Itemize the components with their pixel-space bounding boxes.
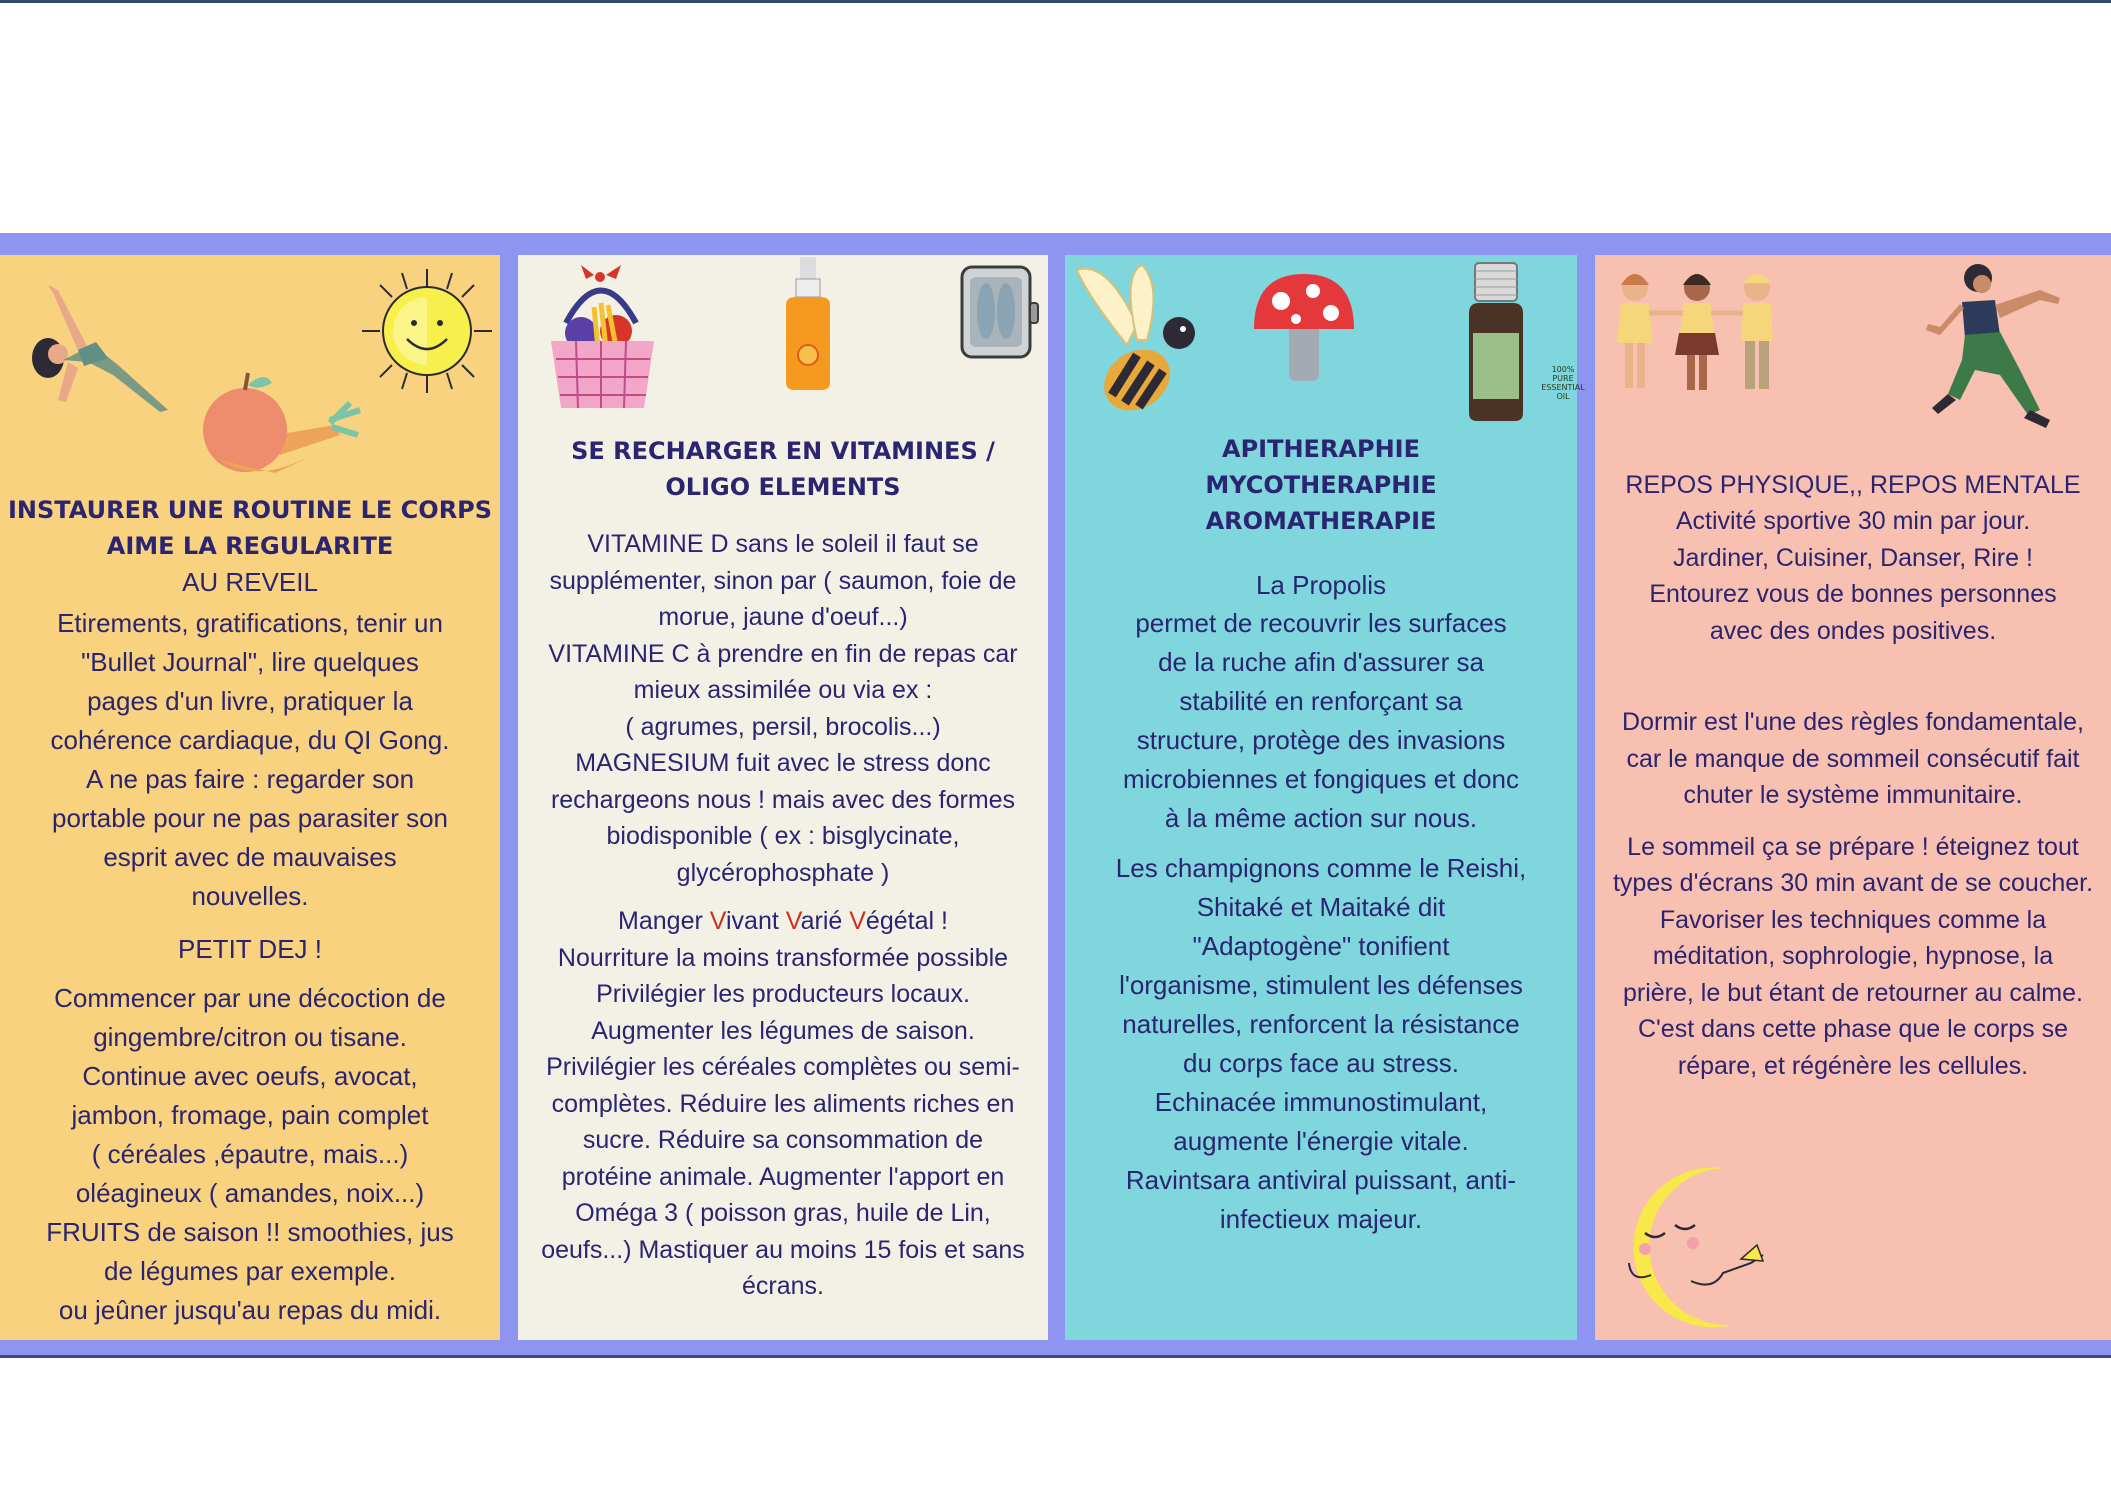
propolis-line: structure, protège des invasions: [1136, 725, 1506, 755]
propolis-line: La Propolis: [1255, 570, 1387, 600]
vitamin-line: supplémenter, sinon par ( saumon, foie de: [549, 566, 1017, 595]
propolis-line: microbiennes et fongiques et donc: [1122, 764, 1520, 794]
sleep-line: car le manque de sommeil consécutif fait: [1626, 744, 2080, 773]
vitamin-line: rechargeons nous ! mais avec des formes: [550, 785, 1016, 814]
prep-line: types d'écrans 30 min avant de se coucher.: [1612, 869, 2094, 897]
apitherapie-title-line: APITHERAPHIE: [1222, 435, 1420, 463]
vegetal-initial: V: [849, 907, 866, 935]
fruit-basket-icon: [546, 263, 661, 418]
reveil-line: portable pour ne pas parasiter son: [51, 803, 449, 833]
petit-dej-line: gingembre/citron ou tisane.: [93, 1022, 407, 1052]
reveil-line: Etirements, gratifications, tenir un: [57, 608, 443, 638]
petit-dej-line: Continue avec oeufs, avocat,: [82, 1061, 418, 1091]
sun-icon: [352, 267, 502, 397]
panel-routine: [0, 255, 500, 1340]
propolis-line: permet de recouvrir les surfaces: [1135, 608, 1507, 638]
food-line: sucre. Réduire sa consommation de: [582, 1126, 984, 1154]
prep-line: Favoriser les techniques comme la: [1659, 905, 2047, 934]
apple-carrot-icon: [190, 365, 360, 480]
petit-dej-line: ( céréales ,épautre, mais...): [91, 1139, 409, 1169]
propolis-line: de la ruche afin d'assurer sa: [1158, 647, 1484, 677]
children-holding-hands-icon: [1605, 263, 1795, 398]
petit-dej-line: ou jeûner jusqu'au repas du midi.: [58, 1295, 442, 1325]
food-line: Oméga 3 ( poisson gras, huile de Lin,: [575, 1199, 991, 1227]
activity-line: Entourez vous de bonnes personnes: [1649, 580, 2057, 608]
activity-line: avec des ondes positives.: [1709, 616, 1997, 645]
varie-rest: arié: [800, 907, 850, 935]
vitamin-line: biodisponible ( ex : bisglycinate,: [606, 822, 960, 850]
vitamines-title-line1: SE RECHARGER EN VITAMINES /: [571, 437, 995, 465]
prep-line: méditation, sophrologie, hypnose, la: [1652, 942, 2054, 970]
vitamin-line: glycérophosphate ): [676, 858, 890, 887]
propolis-line: stabilité en renforçant sa: [1179, 686, 1463, 716]
mushroom-line: l'organisme, stimulent les défenses: [1119, 970, 1523, 1000]
aromatherapie-title-line: AROMATHERAPIE: [1205, 507, 1437, 535]
sleep-line: Dormir est l'une des règles fondamentale,: [1622, 708, 2084, 736]
reveil-line: pages d'un livre, pratiquer la: [87, 686, 413, 716]
yoga-woman-icon: [18, 270, 178, 410]
petit-dej-title: PETIT DEJ !: [178, 934, 322, 964]
activity-line: Activité sportive 30 min par jour.: [1675, 507, 2031, 535]
vivant-rest: ivant: [726, 907, 786, 935]
prep-line: répare, et régénère les cellules.: [1677, 1051, 2029, 1080]
vitamines-title-line2: OLIGO ELEMENTS: [665, 473, 901, 501]
mushroom-line: Shitaké et Maitaké dit: [1196, 892, 1446, 922]
routine-subtitle: AU REVEIL: [182, 567, 318, 597]
vivant-initial: V: [709, 907, 726, 935]
mushroom-line: augmente l'énergie vitale.: [1173, 1126, 1469, 1156]
reveil-line: A ne pas faire : regarder son: [85, 764, 415, 794]
vitamin-line: morue, jaune d'oeuf...): [658, 603, 908, 631]
panel-vitamines: [518, 255, 1048, 1340]
mushroom-line: Les champignons comme le Reishi,: [1115, 853, 1527, 883]
propolis-line: à la même action sur nous.: [1164, 803, 1478, 833]
panel-repos: [1595, 255, 2111, 1340]
vitamin-line: MAGNESIUM fuit avec le stress donc: [575, 749, 991, 777]
mushroom-line: naturelles, renforcent la résistance: [1122, 1009, 1520, 1039]
vitamin-line: VITAMINE C à prendre en fin de repas car: [548, 639, 1018, 668]
food-line: oeufs...) Mastiquer au moins 15 fois et sans: [541, 1235, 1025, 1264]
food-line: complètes. Réduire les aliments riches en: [551, 1089, 1015, 1118]
mushroom-line: Ravintsara antiviral puissant, anti-: [1125, 1165, 1517, 1195]
sleeping-moon-icon: [1623, 1163, 1783, 1333]
sleep-line: chuter le système immunitaire.: [1683, 781, 2023, 809]
prep-line: prière, le but étant de retourner au calme.: [1623, 978, 2083, 1007]
reveil-line: nouvelles.: [191, 881, 309, 911]
bee-icon: [1067, 255, 1207, 425]
petit-dej-line: oléagineux ( amandes, noix...): [75, 1178, 425, 1208]
petit-dej-line: Commencer par une décoction de: [54, 983, 446, 1013]
bottle-label-text: 100% PURE ESSENTIAL OIL: [1541, 365, 1585, 401]
routine-title-line1: INSTAURER UNE ROUTINE LE CORPS: [7, 496, 493, 524]
panel-apitherapie: [1065, 255, 1585, 1340]
reveil-line: esprit avec de mauvaises: [103, 842, 397, 872]
essential-oil-bottle-icon: [1465, 263, 1527, 421]
mushroom-line: "Adaptogène" tonifient: [1192, 931, 1450, 961]
vitamin-line: mieux assimilée ou via ex :: [633, 676, 933, 704]
vitamin-c-bottle-icon: [780, 257, 836, 392]
food-line: protéine animale. Augmenter l'apport en: [561, 1162, 1005, 1191]
mushroom-line: du corps face au stress.: [1182, 1048, 1460, 1078]
mycotherapie-title-line: MYCOTHERAPHIE: [1205, 471, 1437, 499]
varie-initial: V: [785, 907, 801, 935]
repos-title: REPOS PHYSIQUE,, REPOS MENTALE: [1625, 471, 2081, 499]
vitamin-line: VITAMINE D sans le soleil il faut se: [587, 530, 979, 558]
manger-prefix: Manger: [618, 907, 710, 935]
prep-line: Le sommeil ça se prépare ! éteignez tout: [1627, 832, 2079, 861]
mushroom-line: infectieux majeur.: [1219, 1204, 1423, 1234]
petit-dej-line: de légumes par exemple.: [104, 1256, 396, 1286]
food-line: Augmenter les légumes de saison.: [591, 1016, 975, 1045]
sardine-can-icon: [958, 263, 1040, 363]
top-border-line: [0, 0, 2111, 3]
reveil-line: cohérence cardiaque, du QI Gong.: [50, 725, 450, 755]
vitamin-line: ( agrumes, persil, brocolis...): [625, 712, 941, 741]
food-line: Nourriture la moins transformée possible: [557, 943, 1009, 972]
food-line: Privilégier les céréales complètes ou semi-: [546, 1053, 1020, 1081]
food-line: écrans.: [742, 1272, 824, 1300]
reveil-line: "Bullet Journal", lire quelques: [81, 647, 419, 677]
food-line: Privilégier les producteurs locaux.: [596, 980, 970, 1008]
running-woman-icon: [1920, 260, 2070, 435]
manger-vvv-line: [518, 903, 1048, 940]
prep-line: C'est dans cette phase que le corps se: [1637, 1015, 2069, 1043]
vegetal-rest: égétal !: [865, 907, 948, 935]
petit-dej-line: jambon, fromage, pain complet: [71, 1100, 429, 1130]
petit-dej-line: FRUITS de saison !! smoothies, jus: [46, 1217, 454, 1247]
routine-title-line2: AIME LA REGULARITE: [106, 532, 394, 560]
activity-line: Jardiner, Cuisiner, Danser, Rire !: [1673, 543, 2033, 572]
mushroom-line: Echinacée immunostimulant,: [1154, 1087, 1488, 1117]
mushroom-icon: [1251, 271, 1357, 383]
